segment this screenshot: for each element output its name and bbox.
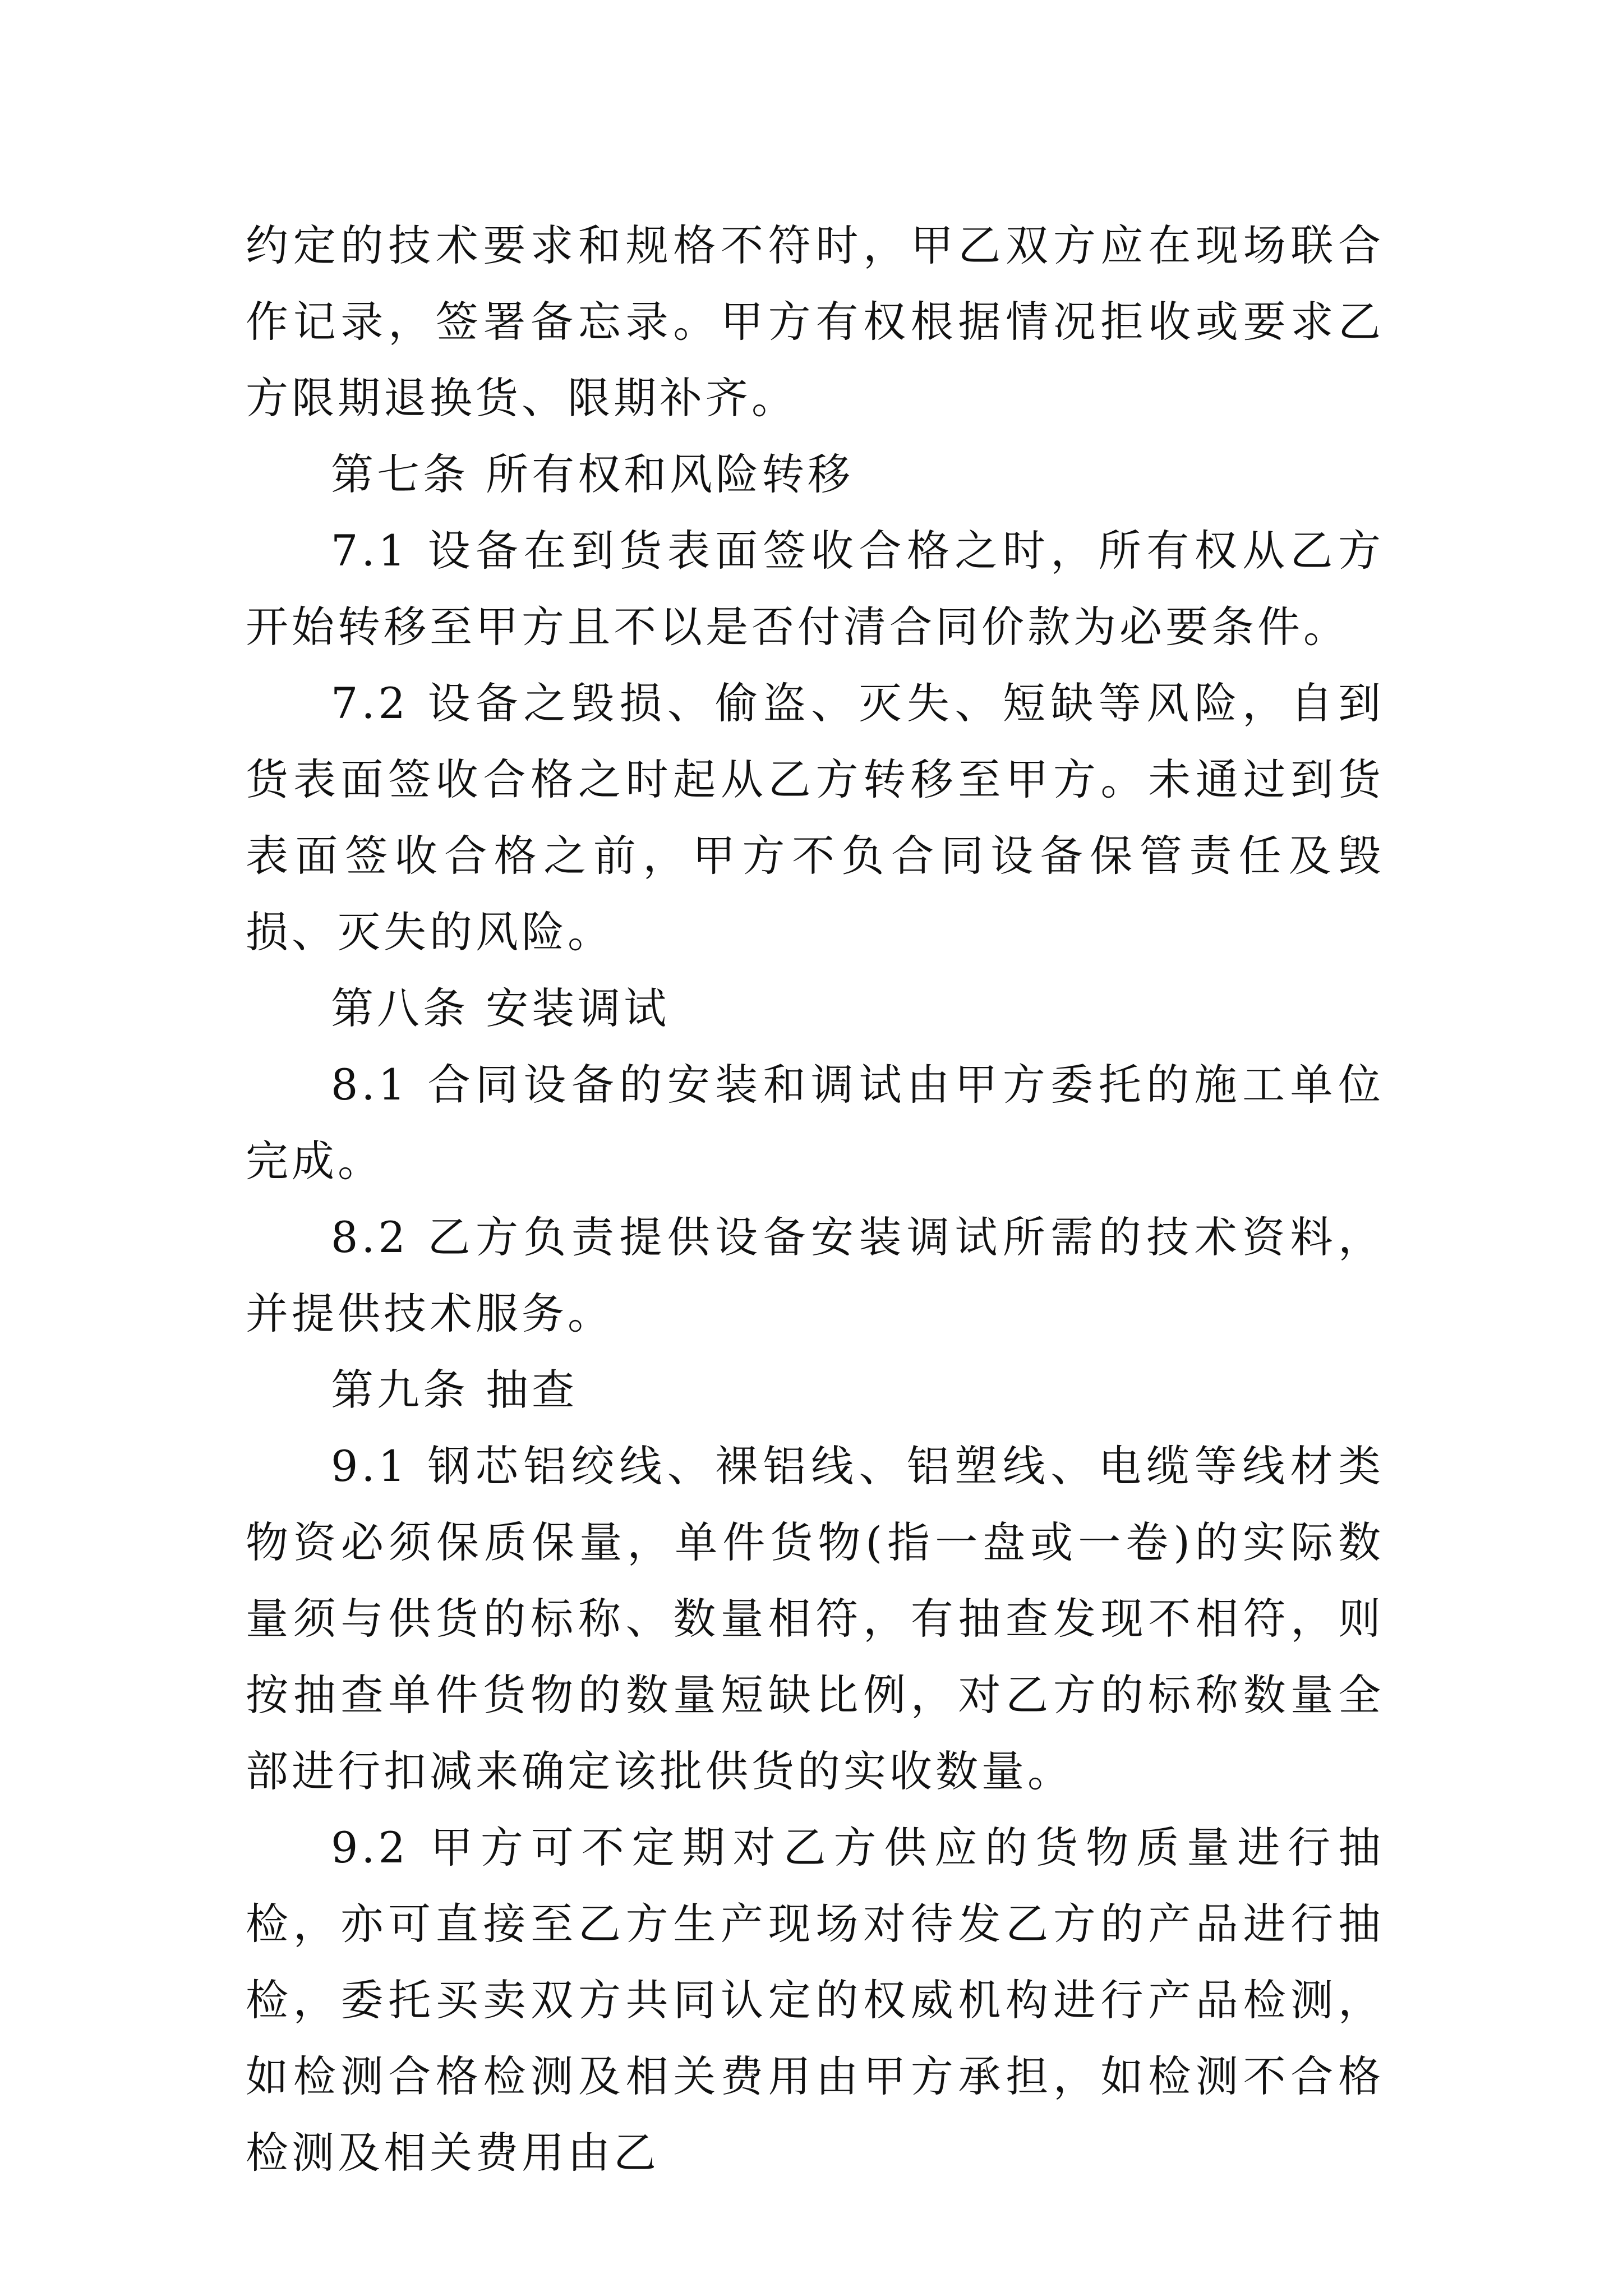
clause-9-2: 9.2 甲方可不定期对乙方供应的货物质量进行抽检，亦可直接至乙方生产现场对待发乙方的产品进行抽检，委托买卖双方共同认定的权威机构进行产品检测，如检测合格检测及相关费用由甲方承担，如检测不合格检测及相关费用由乙 xyxy=(246,1823,1384,2178)
article-9-heading: 第九条 抽查 xyxy=(331,1365,578,1415)
clause-8-2: 8.2 乙方负责提供设备安装调试所需的技术资料，并提供技术服务。 xyxy=(246,1212,1384,1338)
clause-8-1: 8.1 合同设备的安装和调试由甲方委托的施工单位完成。 xyxy=(246,1060,1384,1186)
paragraph-continuation: 约定的技术要求和规格不符时，甲乙双方应在现场联合作记录，签署备忘录。甲方有权根据情况拒收或要求乙方限期退换货、限期补齐。 xyxy=(246,220,1384,423)
clause-7-2: 7.2 设备之毁损、偷盗、灭失、短缺等风险，自到货表面签收合格之时起从乙方转移至甲方。未通过到货表面签收合格之前，甲方不负合同设备保管责任及毁损、灭失的风险。 xyxy=(246,678,1384,957)
article-8-heading: 第八条 安装调试 xyxy=(331,983,670,1033)
document-body xyxy=(246,208,1384,2191)
clause-7-1: 7.1 设备在到货表面签收合格之时，所有权从乙方开始转移至甲方且不以是否付清合同价款为必要条件。 xyxy=(246,526,1384,652)
clause-9-1: 9.1 钢芯铝绞线、裸铝线、铝塑线、电缆等线材类物资必须保质保量，单件货物(指一盘或一卷)的实际数量须与供货的标称、数量相符，有抽查发现不相符，则按抽查单件货物的数量短缺比例，对乙方的标称数量全部进行扣减来确定该批供货的实收数量。 xyxy=(246,1441,1384,1796)
article-7-heading: 第七条 所有权和风险转移 xyxy=(331,449,854,499)
